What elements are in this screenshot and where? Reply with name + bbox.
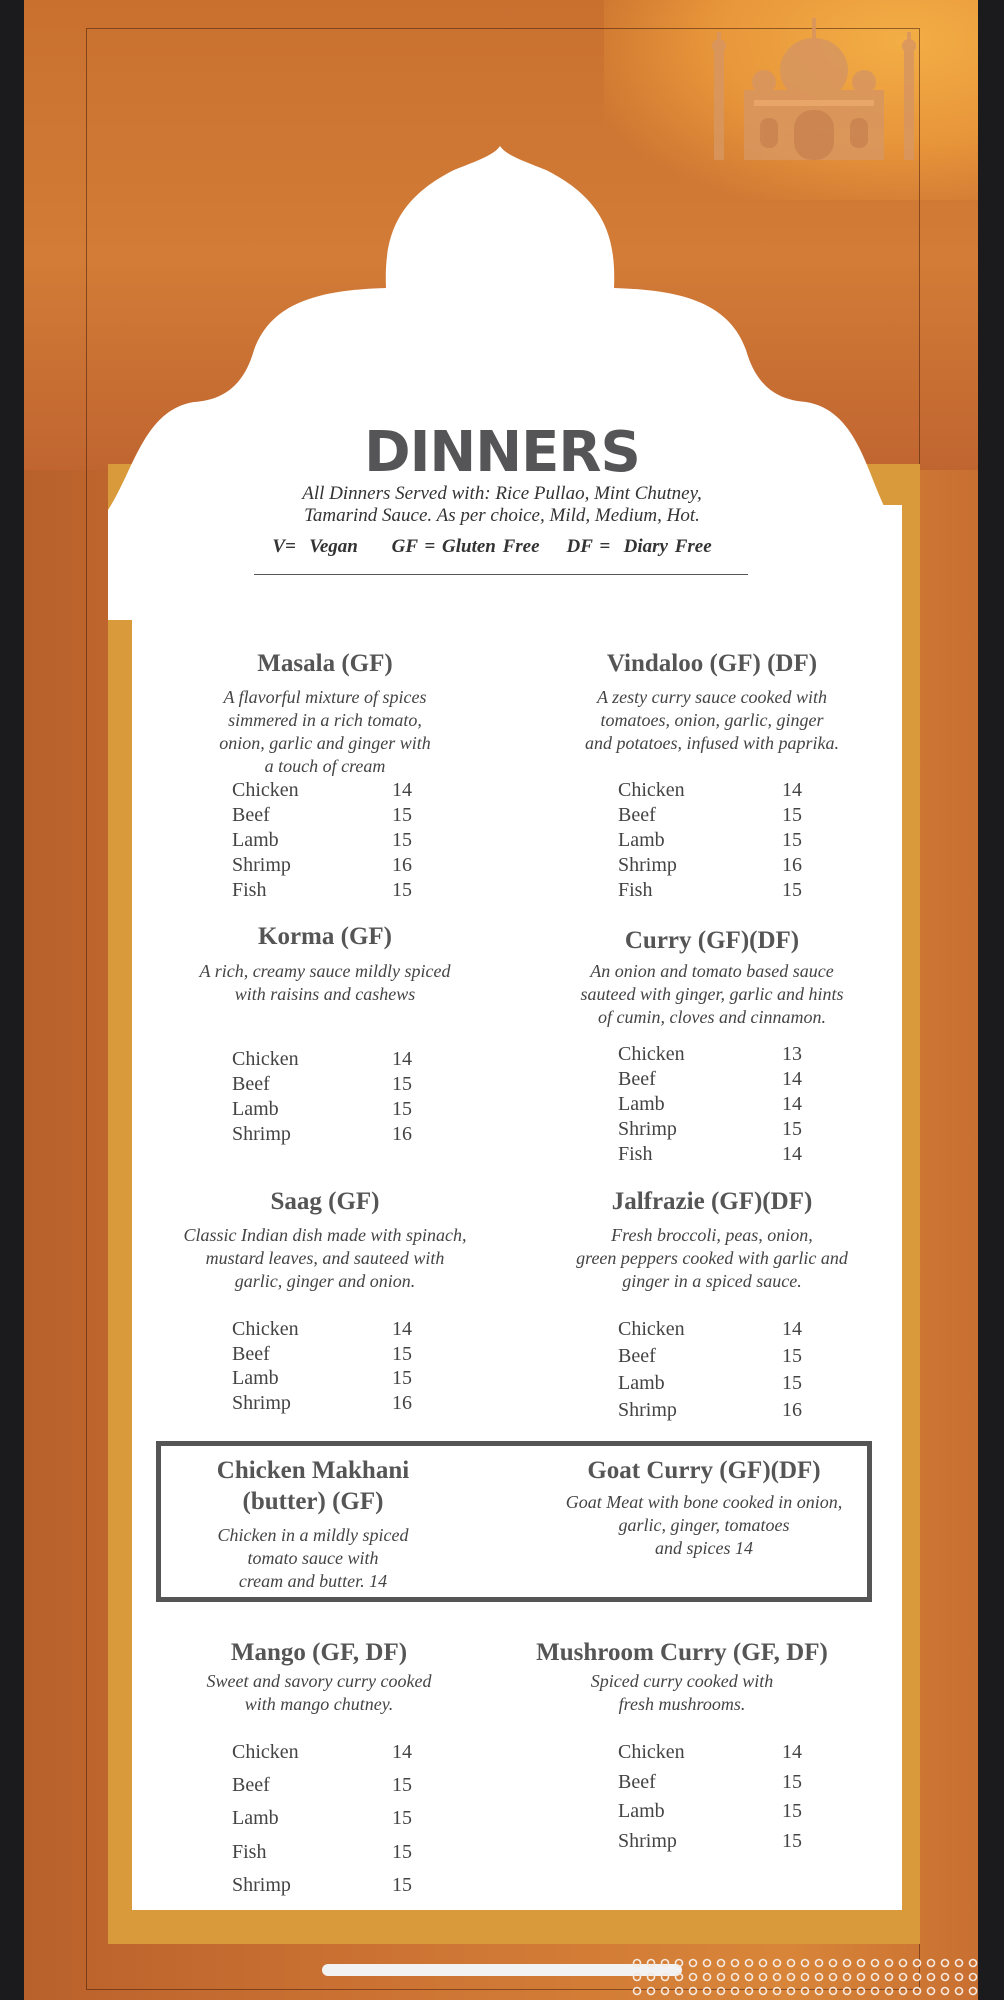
price: 15 (782, 1372, 802, 1394)
price: 16 (392, 1392, 412, 1415)
dish-title: Korma (GF) (258, 923, 392, 950)
protein-name: Fish (618, 879, 653, 901)
description-line: A rich, creamy sauce mildly spiced (199, 961, 451, 981)
protein-name: Fish (232, 879, 267, 901)
description-line: Goat Meat with bone cooked in onion, (565, 1492, 843, 1512)
diet-legend: V= Vegan GF = Gluten Free DF = Diary Free (272, 536, 712, 557)
price: 14 (392, 1048, 412, 1070)
dish-title-line2: (butter) (GF) (242, 1488, 384, 1515)
price: 14 (782, 1093, 802, 1115)
price: 16 (782, 854, 802, 876)
description-line: green peppers cooked with garlic and (576, 1248, 848, 1268)
price: 14 (782, 1143, 802, 1165)
price: 15 (392, 829, 412, 851)
subtitle-line: Tamarind Sauce. As per choice, Mild, Medium, Hot. (304, 505, 700, 526)
price: 15 (392, 804, 412, 826)
price: 16 (392, 854, 412, 876)
price: 15 (392, 1873, 412, 1896)
description-line: A zesty curry sauce cooked with (596, 687, 828, 707)
dish-description (512, 1224, 912, 1293)
price: 15 (392, 1098, 412, 1120)
protein-name: Lamb (618, 1372, 665, 1394)
description-line: An onion and tomato based sauce (590, 961, 834, 981)
protein-name: Chicken (232, 1048, 299, 1070)
price: 15 (782, 1345, 802, 1367)
price: 15 (392, 1840, 412, 1863)
home-indicator[interactable] (322, 1964, 682, 1976)
price: 14 (782, 1741, 802, 1763)
price: 15 (782, 879, 802, 901)
description-line: ginger in a spiced sauce. (622, 1271, 802, 1291)
protein-name: Beef (618, 1068, 656, 1090)
protein-name: Lamb (618, 1093, 665, 1115)
price: 15 (392, 1367, 412, 1390)
description-line: A flavorful mixture of spices (223, 687, 427, 707)
protein-name: Chicken (232, 779, 299, 801)
protein-name: Lamb (232, 1098, 279, 1120)
price: 15 (392, 879, 412, 901)
price: 15 (782, 804, 802, 826)
price: 14 (392, 1318, 412, 1340)
price: 15 (782, 1829, 802, 1852)
protein-name: Shrimp (618, 1829, 677, 1852)
description-line: tomatoes, onion, garlic, ginger (600, 710, 824, 730)
price: 16 (782, 1399, 802, 1421)
protein-name: Shrimp (618, 854, 677, 876)
protein-name: Shrimp (618, 1118, 677, 1140)
dish-title: Saag (GF) (270, 1188, 380, 1215)
dish-title: Curry (GF)(DF) (624, 927, 800, 954)
dish-title: Masala (GF) (257, 650, 393, 677)
price: 15 (392, 1342, 412, 1365)
description-line: fresh mushrooms. (618, 1694, 746, 1714)
description-line: tomato sauce with (247, 1548, 379, 1568)
dish-description (125, 686, 525, 778)
description-line: sauteed with ginger, garlic and hints (580, 984, 844, 1004)
protein-name: Beef (232, 804, 270, 826)
description-line: and spices 14 (655, 1538, 753, 1558)
description-line: mustard leaves, and sauteed with (205, 1248, 445, 1268)
price: 15 (392, 1774, 412, 1797)
description-line: a touch of cream (264, 756, 386, 776)
description-line: Classic Indian dish made with spinach, (183, 1225, 467, 1245)
dish-description (512, 960, 912, 1029)
price: 14 (392, 1741, 412, 1763)
price: 14 (782, 1068, 802, 1090)
specials-box (156, 1441, 872, 1602)
description-line: garlic, ginger and onion. (234, 1271, 416, 1291)
protein-name: Chicken (618, 1318, 685, 1340)
dish-description (119, 1670, 519, 1716)
protein-name: Fish (618, 1143, 653, 1165)
protein-name: Beef (232, 1342, 270, 1365)
description-line: with raisins and cashews (234, 984, 416, 1004)
protein-name: Lamb (232, 829, 279, 851)
description-line: Spiced curry cooked with (590, 1671, 774, 1691)
description-line: Fresh broccoli, peas, onion, (611, 1225, 813, 1245)
protein-name: Shrimp (232, 854, 291, 876)
protein-name: Chicken (618, 779, 685, 801)
description-line: with mango chutney. (244, 1694, 394, 1714)
subtitle-line: All Dinners Served with: Rice Pullao, Mint Chutney, (302, 483, 702, 504)
divider (254, 574, 748, 575)
protein-name: Chicken (618, 1043, 685, 1065)
dish-title: Chicken Makhani (216, 1457, 410, 1484)
price: 16 (392, 1123, 412, 1145)
protein-name: Chicken (232, 1318, 299, 1340)
dish-title: Goat Curry (GF)(DF) (587, 1457, 821, 1484)
dish-description (512, 686, 912, 755)
lace-border-pattern (630, 1956, 978, 2000)
description-line: onion, garlic and ginger with (219, 733, 431, 753)
protein-name: Chicken (232, 1741, 299, 1763)
protein-name: Shrimp (232, 1392, 291, 1415)
description-line: cream and butter. 14 (238, 1571, 388, 1591)
dish-title: Mango (GF, DF) (230, 1639, 408, 1666)
dish-description (482, 1670, 882, 1716)
price: 15 (782, 829, 802, 851)
description-line: simmered in a rich tomato, (228, 710, 422, 730)
protein-name: Beef (618, 1345, 656, 1367)
protein-name: Lamb (618, 1800, 665, 1822)
protein-name: Shrimp (232, 1123, 291, 1145)
description-line: of cumin, cloves and cinnamon. (598, 1007, 826, 1027)
protein-name: Beef (232, 1073, 270, 1095)
description-line: Sweet and savory curry cooked (206, 1671, 432, 1691)
protein-name: Fish (232, 1840, 267, 1863)
description-line: and potatoes, infused with paprika. (585, 733, 839, 753)
price: 15 (392, 1807, 412, 1830)
price: 14 (392, 779, 412, 801)
protein-name: Chicken (618, 1741, 685, 1763)
price: 15 (782, 1800, 802, 1822)
price: 13 (782, 1043, 802, 1065)
protein-name: Lamb (618, 829, 665, 851)
dish-title: Mushroom Curry (GF, DF) (536, 1639, 828, 1666)
price: 14 (782, 1318, 802, 1340)
protein-name: Beef (618, 804, 656, 826)
dish-description (125, 1224, 525, 1293)
description-line: Chicken in a mildly spiced (217, 1525, 409, 1545)
price: 15 (782, 1770, 802, 1793)
protein-name: Beef (618, 1770, 656, 1793)
dish-title: Jalfrazie (GF)(DF) (611, 1188, 813, 1215)
page-title: DINNERS (364, 420, 640, 485)
dish-description (125, 960, 525, 1006)
dish-title: Vindaloo (GF) (DF) (606, 650, 818, 677)
price: 14 (782, 779, 802, 801)
protein-name: Lamb (232, 1807, 279, 1830)
price: 15 (782, 1118, 802, 1140)
price: 15 (392, 1073, 412, 1095)
protein-name: Shrimp (618, 1399, 677, 1421)
protein-name: Lamb (232, 1367, 279, 1390)
description-line: garlic, ginger, tomatoes (618, 1515, 790, 1535)
protein-name: Beef (232, 1774, 270, 1797)
protein-name: Shrimp (232, 1873, 291, 1896)
